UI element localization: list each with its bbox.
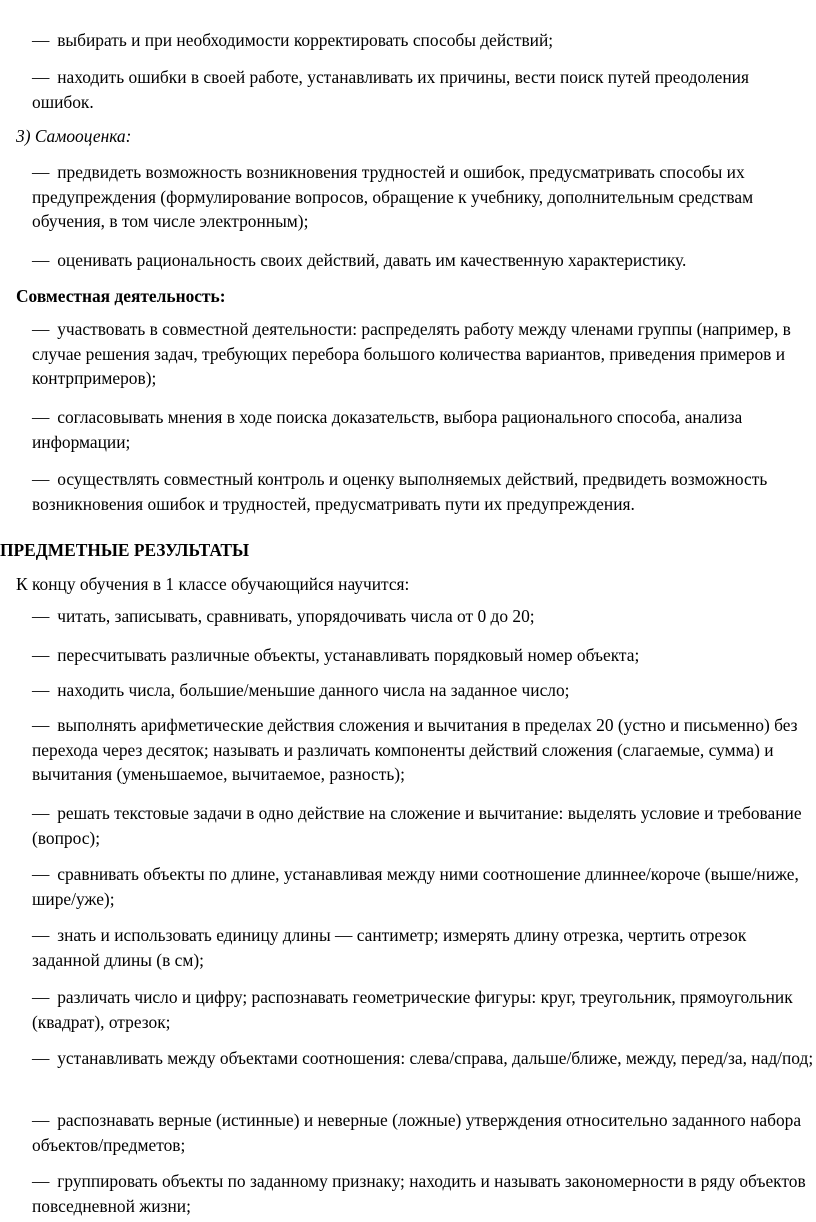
dash-marker: —	[32, 30, 50, 50]
list-item-text: устанавливать между объектами соотношения: слева/справа, дальше/ближе, между, перед/за, над/под;	[57, 1048, 814, 1068]
list-item	[32, 713, 814, 787]
list-item	[32, 604, 814, 629]
dash-marker: —	[32, 680, 50, 700]
dash-marker: —	[32, 469, 50, 489]
list-item	[32, 405, 814, 454]
dash-marker: —	[32, 864, 50, 884]
dash-marker: —	[32, 250, 50, 270]
dash-marker: —	[32, 1110, 50, 1130]
list-item-text: решать текстовые задачи в одно действие на сложение и вычитание: выделять условие и требование (вопрос);	[32, 803, 802, 848]
dash-marker: —	[32, 319, 50, 339]
list-item-text: выполнять арифметические действия сложения и вычитания в пределах 20 (устно и письменно) без перехода через десяток; называть и различать компоненты действий сложения (слагаемые, сумма) и вычитания (уменьшаемое, вычитаемое, разность);	[32, 715, 798, 784]
list-item-text: участвовать в совместной деятельности: распределять работу между членами группы (например, в случае решения задач, требующих перебора большого количества вариантов, приведения примеров и контрпримеров);	[32, 319, 791, 388]
list-item	[32, 985, 814, 1034]
dash-marker: —	[32, 645, 50, 665]
list-item	[32, 643, 814, 668]
list-item-text: осуществлять совместный контроль и оценку выполняемых действий, предвидеть возможность возникновения ошибок и трудностей, предусматривать пути их предупреждения.	[32, 469, 768, 514]
joint-activity-heading: Совместная деятельность:	[16, 286, 226, 306]
dash-marker: —	[32, 987, 50, 1007]
list-item	[32, 1046, 814, 1071]
list-item	[32, 28, 814, 53]
list-item-text: группировать объекты по заданному признаку; находить и называть закономерности в ряду объектов повседневной жизни;	[32, 1171, 806, 1216]
list-item	[32, 678, 814, 703]
list-item	[32, 160, 814, 234]
self-assessment-heading: 3) Самооценка:	[16, 126, 132, 146]
subject-results-heading: ПРЕДМЕТНЫЕ РЕЗУЛЬТАТЫ	[0, 540, 250, 560]
list-item-text: сравнивать объекты по длине, устанавливая между ними соотношение длиннее/короче (выше/ниже, шире/уже);	[32, 864, 799, 909]
list-item-text: согласовывать мнения в ходе поиска доказательств, выбора рационального способа, анализа информации;	[32, 407, 743, 452]
list-item	[32, 801, 814, 850]
list-item-text: читать, записывать, сравнивать, упорядочивать числа от 0 до 20;	[57, 606, 535, 626]
dash-marker: —	[32, 803, 50, 823]
list-item-text: пересчитывать различные объекты, устанавливать порядковый номер объекта;	[57, 645, 640, 665]
list-item-text: знать и использовать единицу длины — сантиметр; измерять длину отрезка, чертить отрезок заданной длины (в см);	[32, 925, 747, 970]
list-item-text: находить числа, большие/меньшие данного числа на заданное число;	[57, 680, 570, 700]
list-item-text: распознавать верные (истинные) и неверные (ложные) утверждения относительно заданного набора объектов/предметов;	[32, 1110, 802, 1155]
list-item	[32, 317, 814, 391]
dash-marker: —	[32, 1048, 50, 1068]
list-item	[32, 65, 814, 114]
list-item-text: предвидеть возможность возникновения трудностей и ошибок, предусматривать способы их предупреждения (формулирование вопросов, обращение к учебнику, дополнительным средствам обучения, в том числе электронным);	[32, 162, 754, 231]
subject-results-intro: К концу обучения в 1 классе обучающийся научится:	[16, 574, 410, 594]
list-item	[32, 248, 814, 273]
dash-marker: —	[32, 925, 50, 945]
list-item	[32, 467, 814, 516]
dash-marker: —	[32, 407, 50, 427]
list-item-text: различать число и цифру; распознавать геометрические фигуры: круг, треугольник, прямоугольник (квадрат), отрезок;	[32, 987, 793, 1032]
list-item	[32, 1169, 814, 1218]
list-item-text: оценивать рациональность своих действий, давать им качественную характеристику.	[57, 250, 687, 270]
list-item	[32, 1108, 814, 1157]
dash-marker: —	[32, 715, 50, 735]
list-item	[32, 923, 814, 972]
dash-marker: —	[32, 606, 50, 626]
dash-marker: —	[32, 67, 50, 87]
dash-marker: —	[32, 162, 50, 182]
dash-marker: —	[32, 1171, 50, 1191]
list-item-text: находить ошибки в своей работе, устанавливать их причины, вести поиск путей преодоления ошибок.	[32, 67, 749, 112]
list-item-text: выбирать и при необходимости корректировать способы действий;	[57, 30, 554, 50]
list-item	[32, 862, 814, 911]
